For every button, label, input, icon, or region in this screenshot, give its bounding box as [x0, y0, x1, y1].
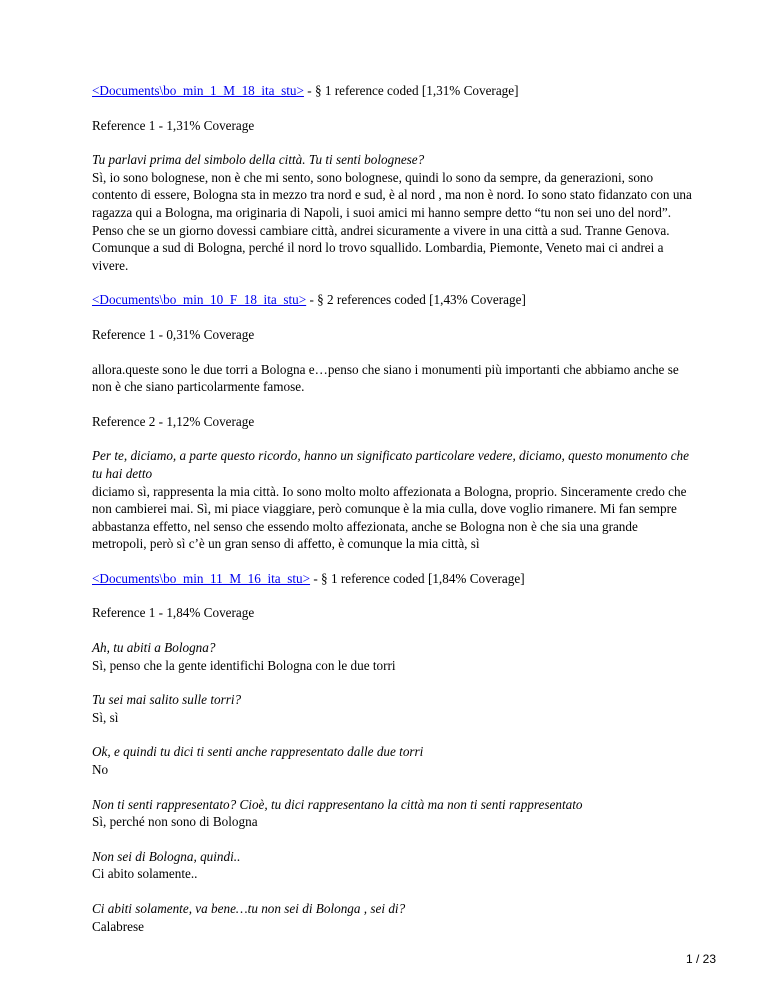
reference-label: Reference 1 - 1,84% Coverage: [92, 605, 255, 621]
document-header: [92, 82, 692, 100]
page-number: 1 / 23: [685, 952, 716, 966]
exchange: [92, 447, 692, 553]
interview-answer: allora.queste sono le due torri a Bologna e…penso che siano i monumenti più importanti che abbiamo anche se non è che siano particolarmente famose.: [92, 361, 679, 395]
document-header: [92, 570, 692, 588]
exchange: [92, 796, 692, 831]
interview-question: Per te, diciamo, a parte questo ricordo, hanno un significato particolare vedere, diciamo, questo monumento che tu hai detto: [92, 448, 689, 481]
interview-question: Non ti senti rappresentato? Cioè, tu dici rappresentano la città ma non ti senti rappresentato: [92, 796, 583, 812]
document-link[interactable]: <Documents\bo_min_11_M_16_ita_stu>: [92, 570, 311, 586]
exchange: [92, 691, 692, 726]
document-header: [92, 291, 692, 309]
interview-answer: Sì, sì: [92, 709, 119, 725]
reference-label: Reference 1 - 0,31% Coverage: [92, 326, 255, 342]
exchange: [92, 743, 692, 778]
interview-answer: Sì, penso che la gente identifichi Bologna con le due torri: [92, 657, 396, 673]
exchange: [92, 848, 692, 883]
interview-answer: Ci abito solamente..: [92, 866, 198, 882]
reference-label: Reference 1 - 1,31% Coverage: [92, 117, 255, 133]
document-link[interactable]: <Documents\bo_min_10_F_18_ita_stu>: [92, 292, 307, 308]
document-summary: - § 2 references coded [1,43% Coverage]: [306, 292, 526, 308]
interview-question: Ok, e quindi tu dici ti senti anche rappresentato dalle due torri: [92, 744, 424, 760]
interview-question: Tu sei mai salito sulle torri?: [92, 692, 242, 708]
interview-answer: diciamo sì, rappresenta la mia città. Io sono molto molto affezionata a Bologna, proprio. Sinceramente credo che non cambierei mai. Sì, mi piace viaggiare, però comunque è la mia culla, dove voglio rimanere. Mi fan sempre abbastanza effetto, nel senso che essendo molto affezionata, anche se Bologna non è che sia una grande metropoli, però sì c’è un gran senso di affetto, è comunque la mia città, sì: [92, 483, 687, 552]
exchange: [92, 361, 692, 396]
interview-answer: Calabrese: [92, 918, 144, 934]
interview-answer: Sì, io sono bolognese, non è che mi sento, sono bolognese, quindi lo sono da sempre, da generazioni, sono contento di essere, Bologna sta in mezzo tra nord e sud, è al nord , ma non è nord. Io sono stato fidanzato con una ragazza qui a Bologna, ma originaria di Napoli, i suoi amici mi hanno sempre detto “tu non sei uno del nord”. Penso che se un giorno dovessi cambiare città, andrei sicuramente a vivere in una città a sud. Tranne Genova. Comunque a sud di Bologna, perché il nord lo trovo squallido. Lombardia, Piemonte, Veneto mai ci andrei a vivere.: [92, 169, 692, 273]
interview-question: Ci abiti solamente, va bene…tu non sei di Bolonga , sei di?: [92, 901, 406, 916]
interview-question: Ah, tu abiti a Bologna?: [92, 640, 216, 656]
interview-answer: No: [92, 762, 109, 778]
exchange: [92, 900, 692, 935]
interview-answer: Sì, perché non sono di Bologna: [92, 814, 258, 830]
document-summary: - § 1 reference coded [1,84% Coverage]: [310, 570, 525, 586]
reference-label: Reference 2 - 1,12% Coverage: [92, 413, 255, 429]
document-page: [92, 82, 692, 952]
exchange: [92, 151, 692, 274]
document-summary: - § 1 reference coded [1,31% Coverage]: [303, 83, 519, 98]
interview-question: Tu parlavi prima del simbolo della città. Tu ti senti bolognese?: [92, 152, 425, 168]
interview-question: Non sei di Bologna, quindi..: [92, 848, 241, 864]
document-link[interactable]: <Documents\bo_min_1_M_18_ita_stu>: [92, 83, 304, 98]
exchange: [92, 639, 692, 674]
